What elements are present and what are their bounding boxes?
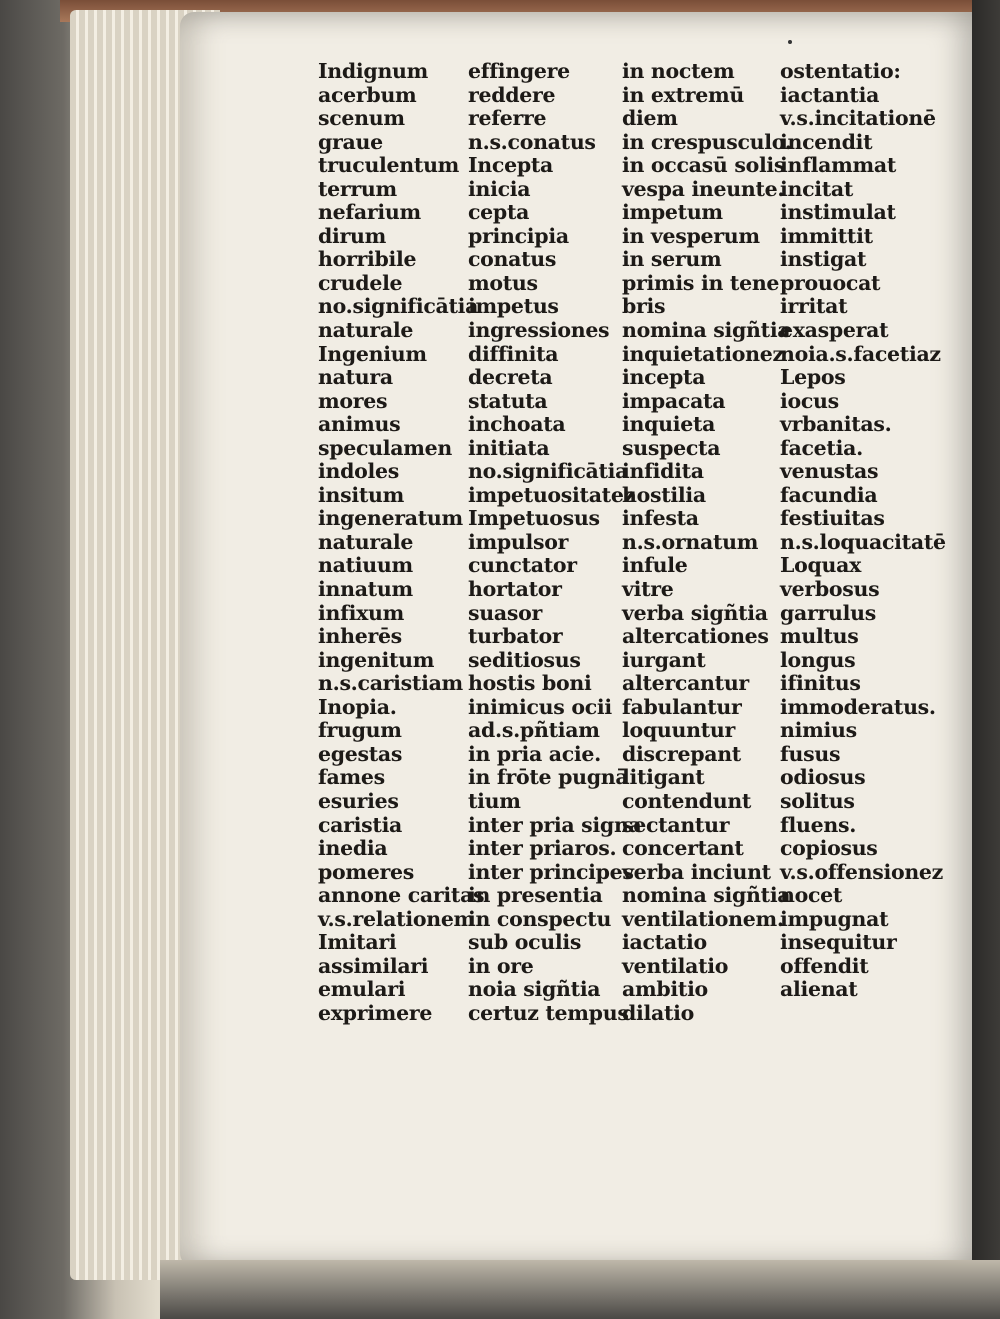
text-line: ventilationem. [622, 906, 784, 931]
text-line: garrulus [780, 600, 876, 625]
text-line: insequitur [780, 930, 897, 955]
text-line: infule [622, 553, 688, 578]
text-line: exasperat [780, 318, 889, 343]
text-line: in vesperum [622, 223, 760, 248]
text-line: egestas [318, 741, 403, 766]
text-line: mores [318, 388, 388, 413]
text-line: in crespusculo. [622, 129, 792, 154]
text-line: odiosus [780, 765, 866, 790]
text-line: alienat [780, 977, 858, 1002]
text-line: inter priaros. [468, 836, 617, 861]
text-line: instimulat [780, 200, 896, 225]
text-line: iurgant [622, 647, 706, 672]
text-line: Imitari [318, 930, 397, 955]
text-line: facundia [780, 482, 878, 507]
text-line: in ore [468, 953, 534, 978]
text-line: decreta [468, 365, 553, 390]
text-line: turbator [468, 624, 563, 649]
text-line: indoles [318, 459, 399, 484]
text-line: noia.s.facetiaz [780, 341, 941, 366]
text-line: v.s.relationem [318, 906, 475, 931]
text-line: naturale [318, 529, 414, 554]
text-line: diffinita [468, 341, 559, 366]
text-line: hostilia [622, 482, 706, 507]
text-line: scenum [318, 106, 405, 131]
text-line: no.significātia [318, 294, 479, 319]
text-line: inimicus ocii [468, 694, 612, 719]
text-line: conatus [468, 247, 557, 272]
text-line: prouocat [780, 270, 881, 295]
text-line: crudele [318, 270, 403, 295]
text-line: cepta [468, 200, 530, 225]
text-line: innatum [318, 577, 413, 602]
text-line: loquuntur [622, 718, 735, 743]
text-line: irritat [780, 294, 848, 319]
text-line: inicia [468, 176, 531, 201]
text-line: impulsor [468, 529, 569, 554]
text-line: inflammat [780, 153, 897, 178]
text-line: ingenitum [318, 647, 435, 672]
text-line: impetuositatez [468, 482, 635, 507]
text-line: multus [780, 624, 859, 649]
text-line: contendunt [622, 788, 752, 813]
text-line: iactatio [622, 930, 707, 955]
text-line: nomina sigñtia [622, 883, 791, 908]
text-line: concertant [622, 836, 744, 861]
text-line: instigat [780, 247, 867, 272]
text-line: Lepos [780, 365, 846, 390]
text-line: incitat [780, 176, 854, 201]
text-line: Incepta [468, 153, 554, 178]
text-line: ostentatio: [780, 59, 901, 83]
text-line: n.s.caristiam [318, 671, 463, 696]
text-line: nomina sigñtia [622, 318, 791, 343]
text-line: iactantia [780, 82, 880, 107]
text-line: longus [780, 647, 856, 672]
text-line: vespa ineunte. [622, 176, 785, 201]
text-line: in frōte pugnā [468, 765, 629, 790]
text-line: principia [468, 223, 569, 248]
text-line: dirum [318, 223, 387, 248]
text-line: in conspectu [468, 906, 612, 931]
column-1 [318, 60, 484, 1025]
text-line: discrepant [622, 741, 741, 766]
text-line: inedia [318, 836, 388, 861]
text-line: n.s.loquacitatē [780, 529, 946, 554]
text-line: frugum [318, 718, 402, 743]
text-line: Ingenium [318, 341, 427, 366]
text-line: certuz tempus [468, 1000, 629, 1025]
text-line: referre [468, 106, 547, 131]
text-line: cunctator [468, 553, 577, 578]
page-bottom-shadow [160, 1260, 1000, 1319]
text-line: offendit [780, 953, 869, 978]
text-line: in extremū [622, 82, 745, 107]
text-line: Indignum [318, 59, 429, 83]
text-line: acerbum [318, 82, 417, 107]
ink-dot [788, 40, 792, 44]
text-line: terrum [318, 176, 397, 201]
text-line: statuta [468, 388, 548, 413]
text-line: verbosus [780, 577, 880, 602]
text-line: truculentum [318, 153, 460, 178]
text-line: reddere [468, 82, 556, 107]
text-line: tium [468, 788, 521, 813]
text-line: nocet [780, 883, 843, 908]
text-line: infidita [622, 459, 704, 484]
text-line: nimius [780, 718, 857, 743]
text-line: graue [318, 129, 383, 154]
text-line: verba sigñtia [622, 600, 768, 625]
text-line: noia sigñtia [468, 977, 601, 1002]
text-line: altercationes [622, 624, 769, 649]
text-line: fabulantur [622, 694, 742, 719]
text-line: inchoata [468, 412, 566, 437]
text-line: v.s.offensionez [780, 859, 944, 884]
text-line: inter principes [468, 859, 634, 884]
text-line: no.significātia [468, 459, 629, 484]
text-line: copiosus [780, 836, 878, 861]
text-line: exprimere [318, 1000, 433, 1025]
text-line: incepta [622, 365, 706, 390]
text-line: caristia [318, 812, 403, 837]
text-line: immittit [780, 223, 873, 248]
text-line: verba inciunt [622, 859, 771, 884]
text-line: vitre [622, 577, 674, 602]
text-line: nefarium [318, 200, 421, 225]
text-line: venustas [780, 459, 879, 484]
text-line: ad.s.pñtiam [468, 718, 600, 743]
text-line: natura [318, 365, 393, 390]
text-line: festiuitas [780, 506, 885, 531]
text-line: suspecta [622, 435, 721, 460]
text-line: annone caritas [318, 883, 485, 908]
text-line: Impetuosus [468, 506, 600, 531]
text-line: impetus [468, 294, 559, 319]
text-line: altercantur [622, 671, 749, 696]
text-line: initiata [468, 435, 550, 460]
text-line: impacata [622, 388, 726, 413]
text-line: Loquax [780, 553, 862, 578]
text-line: ambitio [622, 977, 708, 1002]
text-line: fusus [780, 741, 841, 766]
text-line: effingere [468, 59, 570, 83]
text-line: infixum [318, 600, 405, 625]
text-line: in occasū solis [622, 153, 786, 178]
text-line: motus [468, 270, 538, 295]
text-line: in serum [622, 247, 722, 272]
text-line: v.s.incitationē [780, 106, 936, 131]
text-line: n.s.conatus [468, 129, 596, 154]
text-line: ifinitus [780, 671, 861, 696]
text-line: fluens. [780, 812, 857, 837]
text-line: inquieta [622, 412, 716, 437]
text-line: in noctem [622, 59, 735, 83]
text-line: diem [622, 106, 678, 131]
text-line: dilatio [622, 1000, 695, 1025]
column-4 [780, 60, 946, 1002]
text-line: fames [318, 765, 385, 790]
text-line: vrbanitas. [780, 412, 892, 437]
text-line: natiuum [318, 553, 413, 578]
text-line: sub oculis [468, 930, 582, 955]
text-line: n.s.ornatum [622, 529, 759, 554]
text-line: litigant [622, 765, 705, 790]
text-line: solitus [780, 788, 855, 813]
text-line: naturale [318, 318, 414, 343]
text-line: ingressiones [468, 318, 610, 343]
text-line: pomeres [318, 859, 415, 884]
text-line: horribile [318, 247, 417, 272]
text-line: infesta [622, 506, 699, 531]
text-line: sectantur [622, 812, 730, 837]
text-line: emulari [318, 977, 406, 1002]
facing-page-edge [972, 0, 1000, 1319]
text-line: suasor [468, 600, 542, 625]
text-line: insitum [318, 482, 404, 507]
text-line: inquietationez [622, 341, 784, 366]
text-line: in presentia [468, 883, 603, 908]
column-3 [622, 60, 792, 1025]
text-line: ventilatio [622, 953, 729, 978]
text-line: primis in tene [622, 270, 780, 295]
text-line: ingeneratum [318, 506, 463, 531]
text-line: in pria acie. [468, 741, 602, 766]
text-line: hostis boni [468, 671, 592, 696]
text-line: impetum [622, 200, 723, 225]
column-2 [468, 60, 642, 1025]
text-line: esuries [318, 788, 399, 813]
text-line: assimilari [318, 953, 429, 978]
text-line: seditiosus [468, 647, 581, 672]
text-line: inter pria signa [468, 812, 642, 837]
text-line: facetia. [780, 435, 863, 460]
text-line: hortator [468, 577, 562, 602]
text-line: speculamen [318, 435, 453, 460]
text-line: animus [318, 412, 401, 437]
text-line: inherēs [318, 624, 402, 649]
text-line: Inopia. [318, 694, 397, 719]
text-line: bris [622, 294, 666, 319]
text-line: incendit [780, 129, 873, 154]
text-line: immoderatus. [780, 694, 936, 719]
text-line: impugnat [780, 906, 889, 931]
text-line: iocus [780, 388, 839, 413]
